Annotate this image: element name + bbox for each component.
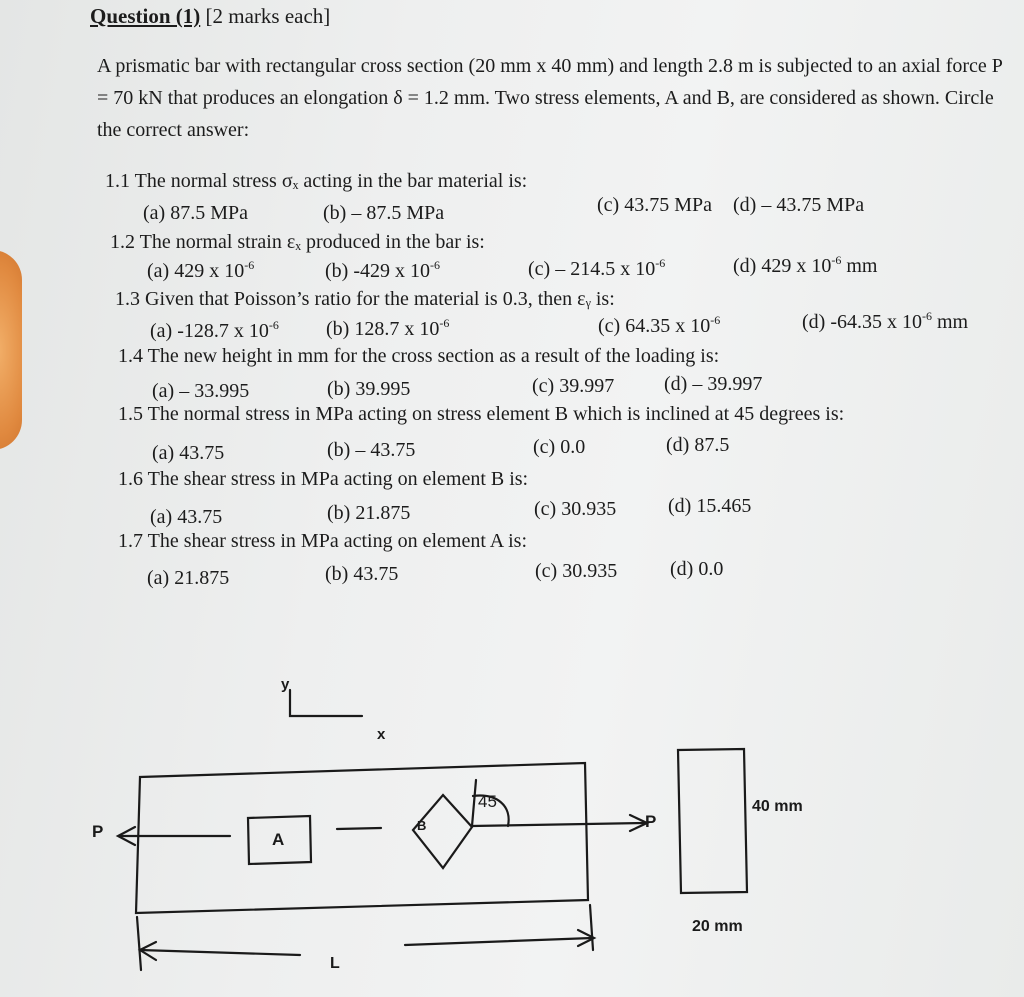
element-b-label: B <box>417 818 427 833</box>
width-dimension-label: 20 mm <box>692 918 743 935</box>
option-1-5-d: (d) 87.5 <box>666 434 730 456</box>
length-dim-line-left <box>140 950 300 955</box>
option-1-4-b: (b) 39.995 <box>327 378 411 400</box>
option-1-4-c: (c) 39.997 <box>532 375 615 397</box>
option-1-1-b: (b) – 87.5 MPa <box>323 202 445 224</box>
option-1-7-a: (a) 21.875 <box>147 567 230 589</box>
angle-reference-line <box>472 780 476 826</box>
question-1-6: 1.6 The shear stress in MPa acting on element B is: <box>118 468 529 490</box>
option-1-3-c: (c) 64.35 x $10^{-6}$ <box>598 313 721 337</box>
length-dim-line-right <box>405 938 592 945</box>
height-dimension-label: 40 mm <box>752 798 803 815</box>
option-1-2-a: (a) 429 x $10^{-6}$ <box>147 258 255 282</box>
force-label-right: P <box>645 812 657 831</box>
question-1-1: 1.1 The normal stress σₓ acting in the bar material is: <box>105 170 528 192</box>
y-axis-label: y <box>281 676 290 693</box>
option-1-1-d: (d) – 43.75 MPa <box>733 194 865 216</box>
question-1-5: 1.5 The normal stress in MPa acting on stress element B which is inclined at 45 degrees is: <box>118 403 845 425</box>
option-1-1-a: (a) 87.5 MPa <box>143 202 248 224</box>
question-1-4: 1.4 The new height in mm for the cross section as a result of the loading is: <box>118 345 720 367</box>
option-1-3-b: (b) 128.7 x $10^{-6}$ <box>326 316 450 340</box>
option-1-3-a: (a) -128.7 x $10^{-6}$ <box>150 318 279 342</box>
option-1-1-c: (c) 43.75 MPa <box>597 194 712 216</box>
option-1-6-d: (d) 15.465 <box>668 495 752 517</box>
option-1-7-c: (c) 30.935 <box>535 560 618 582</box>
question-1-7: 1.7 The shear stress in MPa acting on element A is: <box>118 530 528 552</box>
problem-statement: A prismatic bar with rectangular cross section (20 mm x 40 mm) and length 2.8 m is subjected to an axial force P = 70 kN that produces an elongation δ = 1.2 mm. Two stress elements, A and B, are considered as shown. Circle the correct answer: <box>97 55 1003 141</box>
option-1-7-b: (b) 43.75 <box>325 563 399 585</box>
option-1-3-d: (d) -64.35 x $10^{-6}$ mm <box>802 309 969 333</box>
option-1-4-d: (d) – 39.997 <box>664 373 763 395</box>
angle-label: 45 <box>478 792 497 811</box>
x-axis-label: x <box>377 726 386 743</box>
question-1-3: 1.3 Given that Poisson’s ratio for the material is 0.3, then εᵧ is: <box>115 288 615 310</box>
question-1-2: 1.2 The normal strain εₓ produced in the bar is: <box>110 231 485 253</box>
option-1-2-c: (c) – 214.5 x $10^{-6}$ <box>528 256 666 280</box>
question-marks: [2 marks each] <box>205 4 331 28</box>
bar-outline <box>136 763 588 913</box>
length-tick-left <box>137 917 141 970</box>
option-1-5-c: (c) 0.0 <box>533 436 586 458</box>
option-1-6-c: (c) 30.935 <box>534 498 617 520</box>
option-1-6-a: (a) 43.75 <box>150 506 223 528</box>
cross-section-outline <box>678 749 747 893</box>
dash-line <box>337 828 381 829</box>
force-label-left: P <box>92 822 104 841</box>
element-a-label: A <box>272 830 285 849</box>
option-1-6-b: (b) 21.875 <box>327 502 411 524</box>
option-1-2-b: (b) -429 x $10^{-6}$ <box>325 258 440 282</box>
option-1-2-d: (d) 429 x $10^{-6}$ mm <box>733 253 878 277</box>
option-1-7-d: (d) 0.0 <box>670 558 724 580</box>
question-title: Question (1) <box>90 4 201 28</box>
option-1-5-b: (b) – 43.75 <box>327 439 416 461</box>
xy-axes <box>290 690 362 716</box>
length-label: L <box>330 955 340 972</box>
option-1-5-a: (a) 43.75 <box>152 442 225 464</box>
option-1-4-a: (a) – 33.995 <box>152 380 250 402</box>
length-tick-right <box>590 905 593 950</box>
force-line-right <box>472 823 644 826</box>
